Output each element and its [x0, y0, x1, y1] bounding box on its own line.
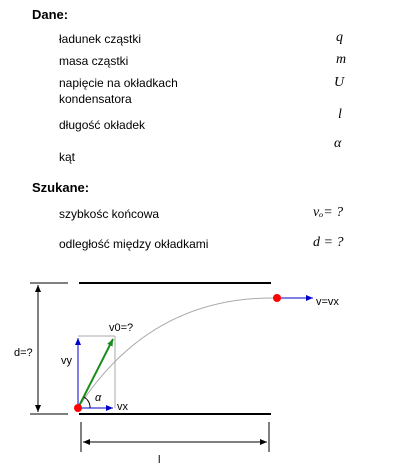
- vy-label: vy: [61, 355, 72, 367]
- angle-arc: [84, 397, 90, 408]
- d-label: d=?: [14, 347, 33, 359]
- trajectory-curve: [78, 298, 277, 408]
- given-symbol-voltage: U: [334, 75, 345, 90]
- sought-heading: Szukane:: [32, 180, 90, 195]
- given-label-voltage-line2: kondensatora: [59, 92, 132, 106]
- final-velocity-label: v=vx: [316, 296, 339, 308]
- sought-label-plate-distance: odległość między okładkami: [59, 237, 209, 251]
- given-label-angle: kąt: [59, 150, 76, 164]
- alpha-label: α: [95, 392, 102, 404]
- given-label-mass: masa cząstki: [59, 54, 129, 68]
- given-symbol-charge: q: [336, 30, 343, 45]
- l-label: l: [158, 454, 161, 466]
- given-symbol-length: l: [338, 107, 342, 122]
- sought-symbol-final-speed: vₒ= ?: [313, 205, 344, 220]
- vx-label: vx: [117, 401, 128, 413]
- given-label-voltage-line1: napięcie na okładkach: [59, 76, 178, 90]
- given-label-length: długość okładek: [59, 118, 146, 132]
- given-symbol-mass: m: [336, 52, 347, 67]
- particle-end: [273, 294, 281, 302]
- sought-label-final-speed: szybkośc końcowa: [59, 207, 160, 221]
- given-label-charge: ładunek cząstki: [59, 32, 142, 46]
- particle-start: [74, 404, 82, 412]
- v0-label: v0=?: [109, 322, 134, 334]
- given-symbol-angle: α: [334, 136, 342, 151]
- given-heading: Dane:: [32, 7, 69, 22]
- sought-symbol-plate-distance: d = ?: [313, 235, 344, 250]
